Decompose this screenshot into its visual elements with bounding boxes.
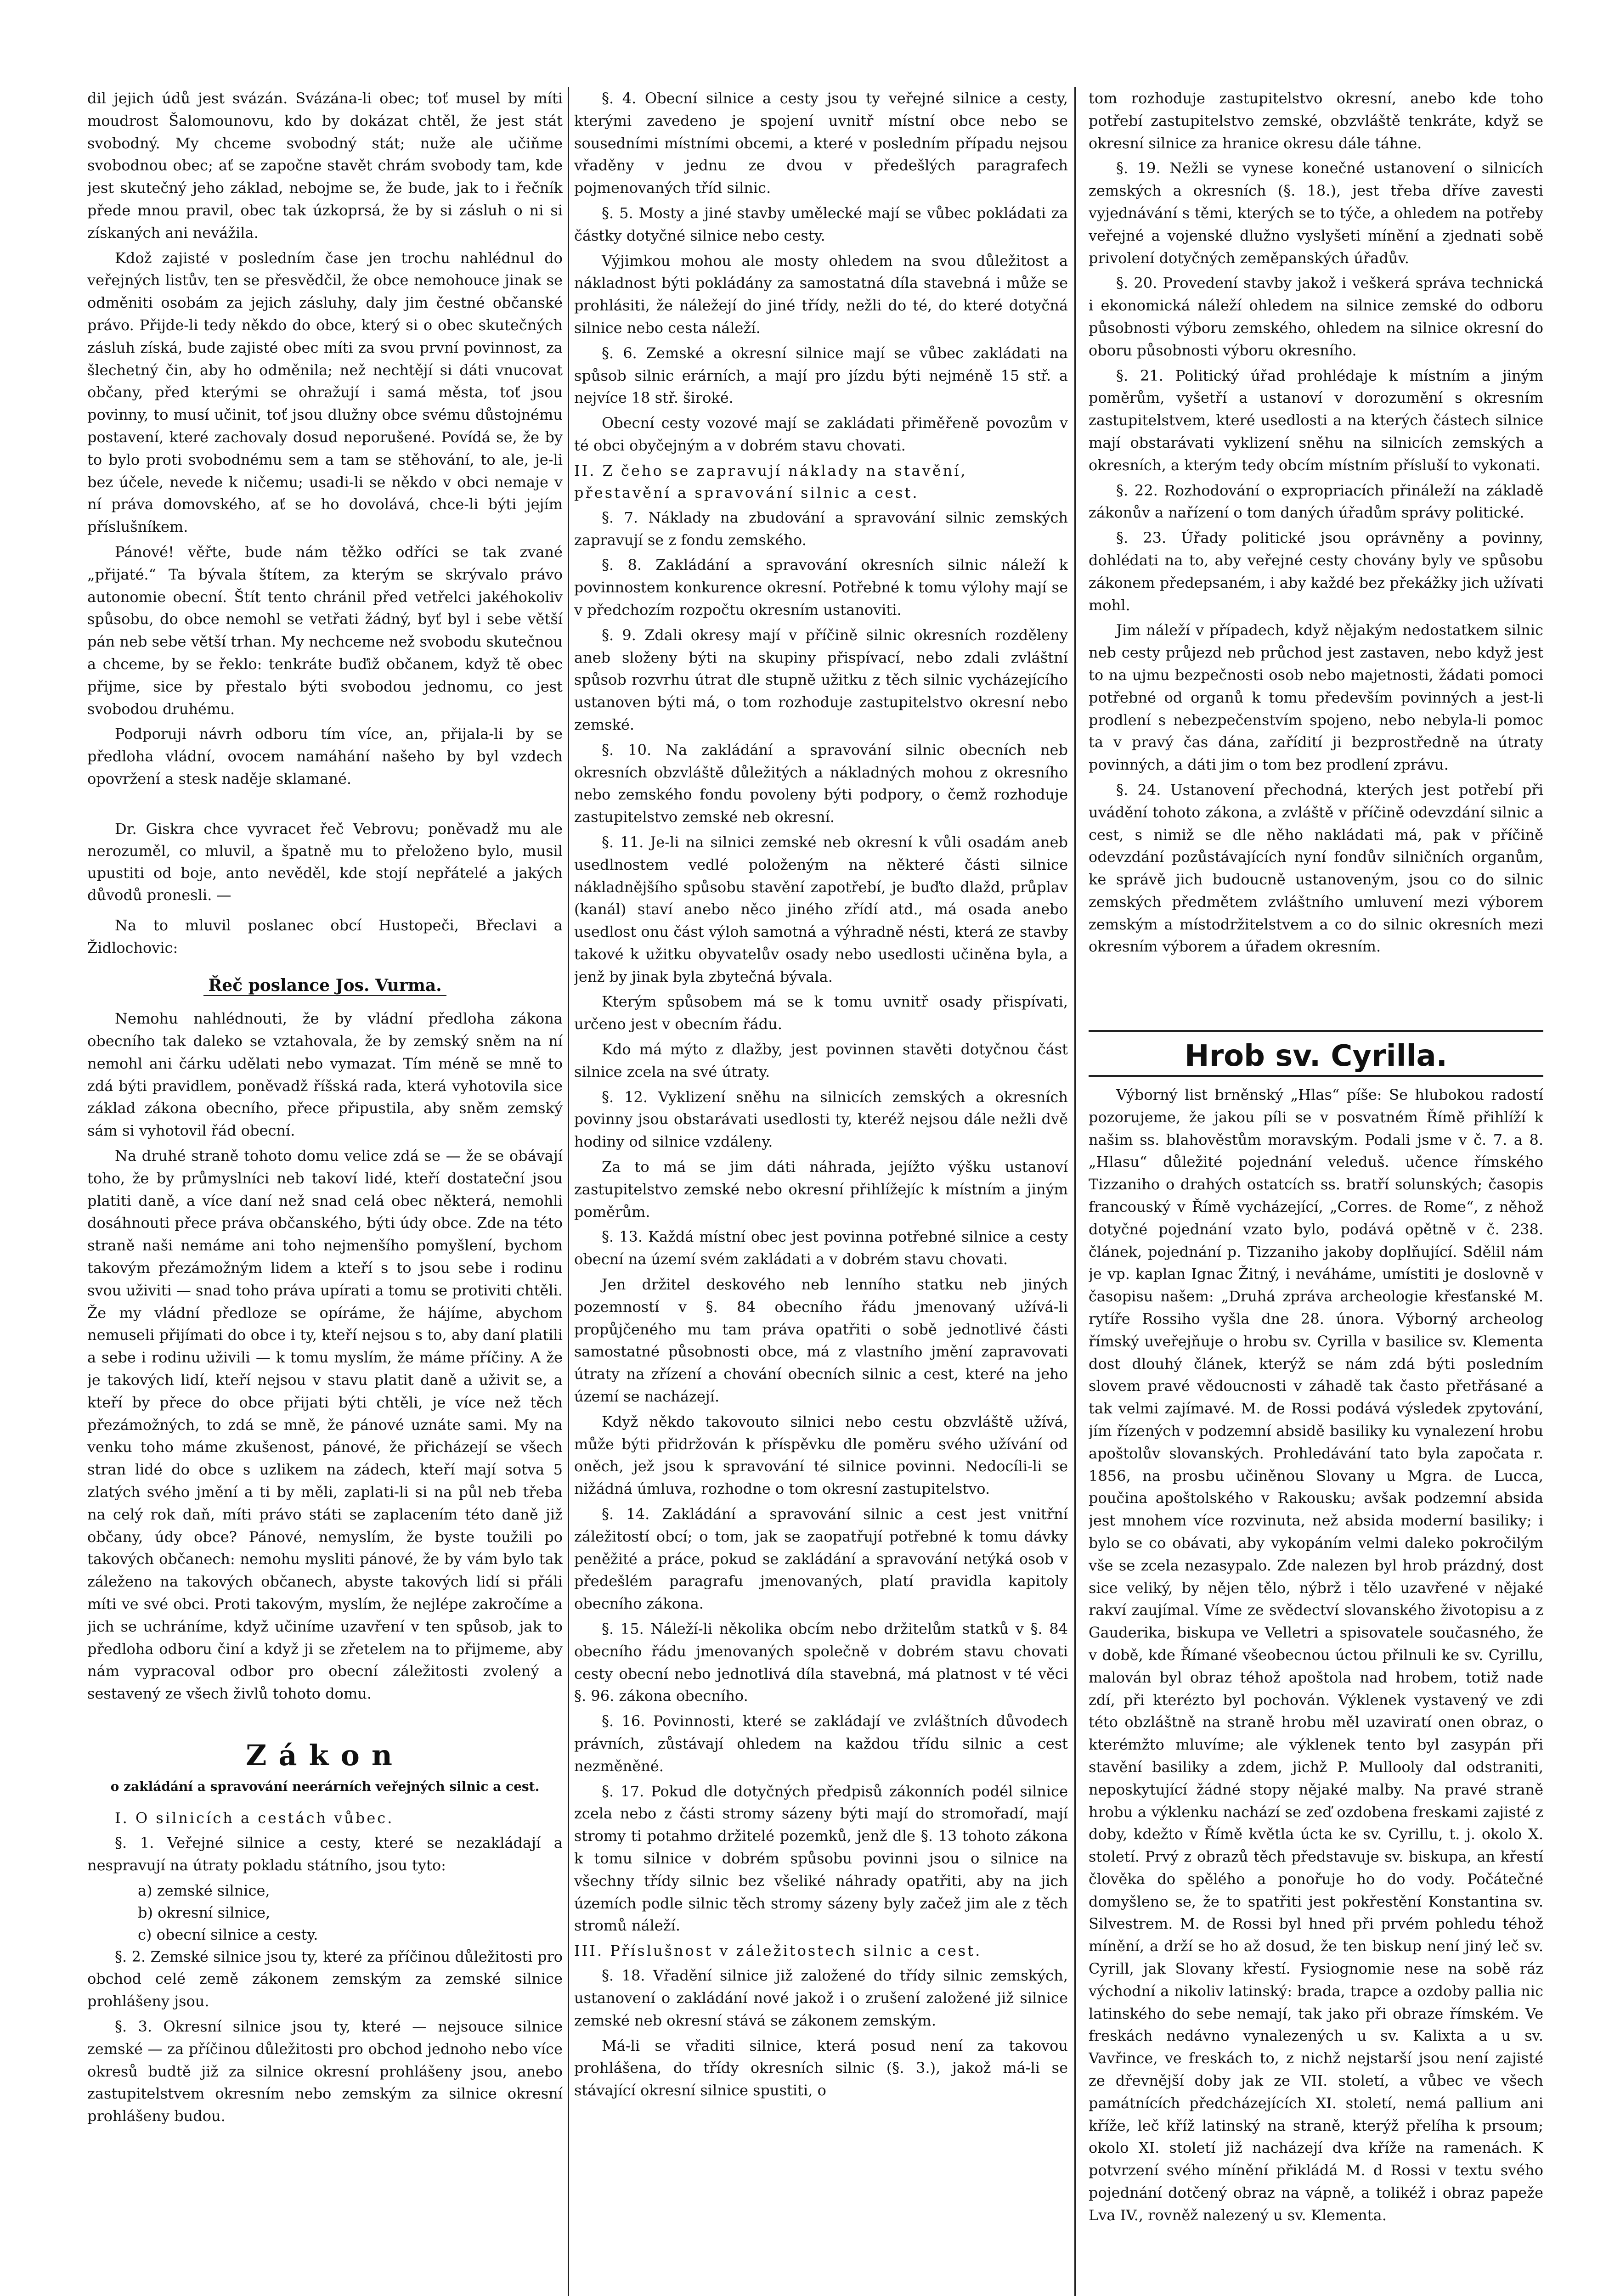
column-rule [568, 87, 569, 2296]
law-title: Zákon [246, 1739, 404, 1772]
section-heading: III. Příslušnost v záležitostech silnic a cest. [574, 1942, 982, 1960]
paragraph: §. 21. Politický úřad prohlédaje k místním a jiným poměrům, vyšetří a ustanoví v dorozumění s okresním zastupitelstvem, které usedlosti a na kterých částech silnice mají obstarávati vyklizení sněhu na silnicích zemských a okresních, a kterým tedy obcím místním přísluší to vykonati. [1089, 366, 1543, 474]
paragraph: §. 15. Náleží-li několika obcím nebo držitelům statků v §. 84 obecního řádu jmenovaných společně v dobrém stavu chovati cesty obecní nebo jednotlivá díla stavebná, má platnost v té věci §. 96. zákona obecního. [574, 1620, 1068, 1705]
paragraph: Jen držitel deskového neb lenního statku neb jiných pozemností v §. 84 obecního řádu jmenovaný užívá-li propůjčeného mu tam práva opatřiti o sobě jednotlivé části samostatné působnosti obce, má z vlastního jmění zapravovati útraty na zřízení a chování obecních silnic a cest, které na jeho území se nacházejí. [574, 1276, 1068, 1406]
paragraph: Na to mluvil poslanec obcí Hustopeči, Břeclavi a Židlochovic: [87, 916, 563, 957]
paragraph: §. 10. Na zakládání a spravování silnic obecních neb okresních obzvláště důležitých a nákladných mohou z okresního nebo zemského fondu povoleny býti podpory, o čemž rozhoduje zastupitelstvo zemské neb okresní. [574, 741, 1068, 826]
paragraph: Jim náleží v případech, když nějakým nedostatkem silnic neb cesty průjezd neb průchod jest zastaven, nebo když jest to na ujmu bezpečnosti osob nebo majetnosti, žádati pomoci potřebné od organů k tomu především povinných a jest-li prodlení s nebezpečenstvím spojeno, nebo nebyla-li pomoc ta v pravý čas dána, zařídití ji bezprostředně na útraty povinných, a dáti jim o tom bez prodlení zprávu. [1089, 621, 1543, 774]
paragraph: §. 7. Náklady na zbudování a spravování silnic zemských zapravují se z fondu zemského. [574, 508, 1068, 549]
paragraph: tom rozhoduje zastupitelstvo okresní, anebo kde toho potřebí zastupitelstvo zemské, obzvláště tenkráte, když se okresní silnice za hranice okresu dále táhne. [1089, 90, 1543, 152]
paragraph: Za to má se jim dáti náhrada, jejížto výšku ustanoví zastupitelstvo zemské nebo okresní přihlížejíc k místním a jiným poměrům. [574, 1158, 1068, 1221]
article-title: Hrob sv. Cyrilla. [1185, 1039, 1447, 1073]
column-3-lower [1089, 1084, 1543, 2296]
paragraph: Na druhé straně tohoto domu velice zdá se — že se obávají toho, že by průmyslníci neb takoví lidé, kteří dostateční jsou platiti daně, a více daní než snad celá obec některá, nemohli dosáhnouti přece práva občanského, býti údy obce. Zde na této straně naši nemáme ani toho nejmenšího pomyšlení, bychom takovým přezámožným lidem a kteří s to jsou sebe i rodinu svou uživiti — snad toho práva upírati a tomu se protiviti chtěli. Že my vládní předloze se opíráme, že hájíme, abychom nemuseli přijímati do obce i ty, kteří nejsou s to, aby daní platili a sebe i rodinu uživili — k tomu myslím, že máme příčiny. A že je takových lidí, kteří nejsou v stavu platit daně a uživit se, a kteří by přece do obce přijati býti chtěli, je více než těch přezámožných, to zdá se mně, že pánové uznáte sami. My na venku toho máme zkušenost, pánové, že přicházejí se všech stran lidé do obce s uzlikem na zádech, kteří mají sotva 5 zlatých svého jmění a ti by měli, zaplati-li si na půl neb třeba na celý rok daň, míti právo státi se zaplacením této daně již občany, údy obce? Pánové, nemyslím, že byste toužili po takových občanech: nemohu mysliti pánové, že by vám bylo tak záleženo na takových občanech, abyste takových lidí si přáli míti ve své obci. Proti takovým, myslím, že nejlépe zakročíme a jich se uchráníme, když učiníme uzavření v ten spůsob, jak to předloha odboru činí a když ji se zřetelem na to přijmeme, aby nám vypracoval odbor pro obecní záležitosti zvolený a sestavený ze všech živlů tohoto domu. [87, 1147, 563, 1703]
list-item: a) zemské silnice, [138, 1881, 270, 1899]
paragraph: Obecní cesty vozové mají se zakládati přiměřeně povozům v té obci obyčejným a v dobrém stavu chovati. [574, 414, 1068, 454]
paragraph: Nemohu nahlédnouti, že by vládní předloha zákona obecního tak daleko se vztahovala, že by zemský sněm na ní nemohl ani čárku udělati nebo vymazat. Tím méně se mně to zdá býti pravidlem, poněvadž říšská rada, která vyhotovila sice základ zákona obecního, přece připustila, aby sněm zemský sám si vyhotovil řád obecní. [87, 1010, 563, 1140]
column-rule [1074, 87, 1076, 2296]
paragraph: Výjimkou mohou ale mosty ohledem na svou důležitost a nákladnost býti pokládány za samostatná díla stavebná i může se prohlásiti, že náležejí do jiné třídy, nežli do té, do které dotyčná silnice nebo cesta náleží. [574, 252, 1068, 337]
paragraph: §. 22. Rozhodování o expropriacích přináleží na základě zákonův a nařízení o tom daných úřadům správy politické. [1089, 481, 1543, 522]
paragraph: §. 9. Zdali okresy mají v příčině silnic okresních rozděleny aneb složeny býti na skupiny přispívací, nebo zdali zvláštní spůsob rozvrhu útrat dle stupně užitku z těch silnic vycházejícího ustanoven býti má, o tom rozhoduje zastupitelstvo okresní nebo zemské. [574, 626, 1068, 733]
paragraph: §. 13. Každá místní obec jest povinna potřebné silnice a cesty obecní na území svém zakládati a v dobrém stavu chovati. [574, 1228, 1068, 1268]
section-divider [1089, 1075, 1543, 1077]
paragraph: dil jejich údů jest svázán. Svázána-li obec; toť musel by míti moudrost Šalomounovu, kdo by dokázat chtěl, že jest stát svobodný. My chceme svobodný stát; nuže ale učiňme svobodnou obec; ať se započne stavět chrám svobody tam, kde jest skutečný jeho základ, nebojme se, že bude, jak to i řečník přede mnou pravil, obec tak úzkoprsá, že by si zásluh o ni si získaných ani nevážila. [87, 90, 563, 242]
paragraph: Podporuji návrh odboru tím více, an, přijala-li by se předloha vládní, ovocem namáhání našeho by byl vzdech opovržení a stesk naděje sklamané. [87, 725, 563, 788]
paragraph: Kterým spůsobem má se k tomu uvnitř osady přispívati, určeno jest v obecním řádu. [574, 993, 1068, 1033]
list-item: b) okresní silnice, [138, 1903, 271, 1921]
paragraph: Pánové! věřte, bude nám těžko odříci se tak zvané „přijaté.“ Ta bývala štítem, za kterým se skrývalo právo autonomie obecní. Štít tento chránil před vetřelci jakéhokoliv spůsobu, do obce nemohl se vetřati žádný, byť byl i sebe větší pán neb sebe větší trhan. My nechceme než svobodu skutečnou a chceme, by se řeklo: tenkráte buďiž občanem, když tě obec přijme, sice by přestalo býti svobodou jednomu, co jest svobodou druhému. [87, 543, 563, 718]
paragraph: §. 6. Zemské a okresní silnice mají se vůbec zakládati na spůsob silnic erárních, a mají pro jízdu býti nejméně 15 stř. a nejvíce 18 stř. široké. [574, 344, 1068, 407]
column-1 [87, 87, 563, 2296]
paragraph: §. 1. Veřejné silnice a cesty, které se nezakládají a nespravují na útraty pokladu státního, jsou tyto: [87, 1834, 563, 1874]
paragraph: §. 18. Vřadění silnice již založené do třídy silnic zemských, ustanovení o zakládání nové jakož i o zrušení založené již silnice zemské neb okresní stává se zákonem zemským. [574, 1967, 1068, 2029]
paragraph: §. 23. Úřady politické jsou oprávněny a povinny, dohlédati na to, aby veřejné cesty chovány byly ve spůsobu zákonem předepsaném, i aby každé bez překážky jich užívati mohl. [1089, 529, 1543, 614]
paragraph: §. 24. Ustanovení přechodná, kterých jest potřebí při uvádění tohoto zákona, a zvláště v příčině odevzdání silnic a cest, s nimiž se dle něho nakládati má, pak v příčině odevzdání pozůstávajících nyní fondův silničních organům, ke správě jich budoucně ustanoveným, jsou co do silnic zemských předmětem zvláštního umluvení mezi výborem zemským a místodržitelstvem a co do silnic okresních mezi okresním výborem a úřadem okresním. [1089, 781, 1543, 956]
section-divider [1089, 1030, 1543, 1032]
list-item: c) obecní silnice a cesty. [138, 1925, 318, 1943]
paragraph: §. 4. Obecní silnice a cesty jsou ty veřejné silnice a cesty, kterými zavedeno je spojení uvnitř místní obce nebo se sousedními místními obcemi, a které v posledním případu nejsou vřaděny v jednu ze dvou v předešlých paragrafech pojmenovaných tříd silnic. [574, 90, 1068, 197]
column-2 [574, 87, 1068, 2296]
paragraph: §. 2. Zemské silnice jsou ty, které za příčinou důležitosti pro obchod celé země zákonem zemským za zemské silnice prohlášeny jsou. [87, 1947, 563, 2010]
paragraph: §. 8. Zakládání a spravování okresních silnic náleží k povinnostem konkurence okresní. Potřebné k tomu výlohy mají se v předchozím rozpočtu okresním ustanoviti. [574, 556, 1068, 619]
paragraph: §. 19. Nežli se vynese konečné ustanovení o silnicích zemských a okresních (§. 18.), jest třeba dříve zavesti vyjednávání s těmi, kterých se to týče, a ohledem na potřeby veřejné a vojenské dlužno vyslyšeti mínění a zjednati sobě privolení dotyčných zeměpanských úřadův. [1089, 159, 1543, 267]
paragraph: Dr. Giskra chce vyvracet řeč Vebrovu; poněvadž mu ale nerozuměl, co mluvil, a špatně mu to přeloženo bylo, musil upustiti od boje, anto nevěděl, kde stojí nepřátelé a jakých důvodů pronesli. — [87, 820, 563, 904]
paragraph: Má-li se vřaditi silnice, která posud není za takovou prohlášena, do třídy okresních silnic (§. 3.), jakož má-li se stávající okresní silnice spustiti, o [574, 2037, 1068, 2099]
paragraph: Když někdo takovouto silnici nebo cestu obzvláště užívá, může býti přidržován k příspěvku dle poměru svého užívání od oněch, jež jsou k spravování té silnice povinni. Nedocíli-li se nižádná úmluva, rozhodne o tom okresní zastupitelstvo. [574, 1412, 1068, 1498]
paragraph: §. 12. Vyklizení sněhu na silnicích zemských a okresních povinny jsou obstarávati usedlosti ty, kteréž nejsou dále nežli dvě hodiny od silnice vzdáleny. [574, 1088, 1068, 1151]
paragraph: §. 16. Povinnosti, které se zakládají ve zvláštních důvodech právních, zůstávají ohledem na každou třídu silnic a cest nezměněné. [574, 1712, 1068, 1775]
paragraph: §. 20. Provedení stavby jakož i veškerá správa technická i ekonomická náleží ohledem na silnice zemské do odboru působnosti výboru zemského, ohledem na silnice okresní do oboru působnosti výboru okresního. [1089, 274, 1543, 359]
section-heading: I. O silnicích a cestách vůbec. [115, 1809, 394, 1827]
paragraph: §. 5. Mosty a jiné stavby umělecké mají se vůbec pokládati za částky dotyčné silnice nebo cesty. [574, 204, 1068, 244]
paragraph: Kdo má mýto z dlažby, jest povinnen stavěti dotyčnou část silnice zcela na své útraty. [574, 1041, 1068, 1080]
paragraph: §. 3. Okresní silnice jsou ty, které — nejsouce silnice zemské — za příčinou důležitosti pro obchod jednoho nebo více okresů budtě již za silnice okresní prohlášeny jsou, anebo zastupitelstvem okresním nebo zemským za silnice okresní prohlášeny budou. [87, 2017, 563, 2125]
section-heading: II. Z čeho se zapravují náklady na stavění, přestavění a spravování silnic a cest. [574, 461, 967, 501]
paragraph: §. 11. Je-li na silnici zemské neb okresní k vůli osadám aneb usedlnostem vedlé položeným na některé části silnice nákladnějšího spůsobu stavění zapotřebí, je buďto dlažd, průplav (kanál) staví anebo něco jiného zřídí atd., má osada anebo usedlost onu část výloh samotná a výhradně nésti, která ze stavby takové k užitku obyvatelův osady nebo usedlosti učiněna byla, a jenž by jinak byla zbytečná bývala. [574, 833, 1068, 985]
paragraph: Kdož zajisté v posledním čase jen trochu nahlédnul do veřejných listův, ten se přesvědčil, že obce nemohouce jinak se odměniti osobám za jejich zásluhy, daly jim čestné občanské právo. Přijde-li tedy někdo do obce, který si o obec skutečných zásluh získá, bude zajisté obec míti za svou první povinnost, za šlechetný čin, aby ho odměnila; než nechtějí si dáti vnucovat občany, před kterými se ohražují i samá města, toť jsou povinny, to musí učinit, toť jsou dlužny obce svému důstojnému postavení, které zachovaly dosud neporušené. Povídá se, že by to bylo proti svobodnému sem a tam se stěhování, to ale, je-li bez účele, nevede k ničemu; usadi-li se někdo v obci nemaje v ní práva domovského, ať se ho dovolává, chce-li býti jejím příslušníkem. [87, 249, 563, 536]
law-subtitle: o zakládání a spravování neerárních veřejných silnic a cest. [110, 1779, 540, 1794]
paragraph: §. 14. Zakládání a spravování silnic a cest jest vnitřní záležitostí obcí; o tom, jak se zaopatřují potřebné k tomu dávky peněžité a práce, pokud se zakládání a spravování netýká osob v předešlém paragrafu jmenovaných, platí pravidla kapitoly obecního zákona. [574, 1505, 1068, 1613]
column-3-upper [1089, 87, 1543, 1024]
speech-heading: Řeč poslance Jos. Vurma. [87, 973, 563, 998]
paragraph: §. 17. Pokud dle dotyčných předpisů zákonních podél silnice zcela nebo z části stromy sázeny býti mají do stromořadí, mají stromy ti potahmo držitelé pozemků, jenž dle §. 13 tohoto zákona k tomu silnice v dobrém spůsobu povinni jsou o silnice na všechny třídy silnic bez všeliké náhrady opatřiti, aby na jich územích podle silnic těch stromy sázeny byly začež jim ale z těch stromů náleží. [574, 1782, 1068, 1935]
paragraph: Výborný list brněnský „Hlas“ píše: Se hlubokou radostí pozorujeme, že jakou píli se v posvatném Římě přihlíží k našim ss. blahověstům moravským. Podali jsme v č. 7. a 8. „Hlasu“ důležité pojednání veleduš. učence římského Tizzaniho o drahých ostatcích ss. bratří solunských; časopis francouský v Římě vycházející, „Corres. de Rome“, z něhož dotyčné pojednání vzato bylo, podává opětně v č. 238. článek, pojednání p. Tizzaniho jakoby doplňující. Sdělil nám je vp. kaplan Ignac Žitný, i neváháme, umístiti je doslovně v časopisu našem: „Druhá zpráva archeologie křesťanské M. rytíře Rossiho vyšla dne 28. února. Výborný archeolog římský uveřejňuje o hrobu sv. Cyrilla v basilice sv. Klementa dost dlouhý článek, kterýž se nám zdá býti posledním slovem pravé vědoucnosti v záhadě tak často přetřásané a tak velmi zajímavé. M. de Rossi podává výsledek zpytování, jím řízených v podzemní absidě basiliky ku vynalezení hrobu apoštolův slovanských. Prohledávání tato byla započata r. 1856, na prosbu učiněnou Slovany u Mgra. de Lucca, poučina apoštolského v Rakousku; avšak podzemní absida jest mnohem více rozvinuta, než absida moderní basiliky; i bylo se co obávati, aby vykopáním velmi daleko pokročilým vše se zcela nezasypalo. Zde nalezen byl hrob prázdný, dost sice veliký, by nějen tělo, nýbrž i tělo uzavřené v nějaké rakví zaujímal. Víme ze svědectví slovanského životopisu a z Gauderika, biskupa ve Velletri a spisovatele současného, že v době, kde Římané všeobecnou úctou přilnuli ke sv. Cyrillu, malován byl obraz téhož apoštola nad hrobem, totiž nade zdí, při kterézto byl pochován. Výklenek vystavený ve zdi této obzláštně na straně hrobu měl uzaviratí onen obraz, o kterémžto mluvíme; ale výklenek tento byl zasypán při stavění basiliky a zdem, jichž P. Mullooly dal odstraniti, neposkytující žádné stopy nějaké malby. Na pravé straně hrobu a výklenku nachází se zeď ozdobena freskami zajisté z doby, kdežto v Římě květla úcta ke sv. Cyrillu, t. j. okolo X. století. Prvý z obrazů těch představuje sv. biskupa, an křestí člověka do spělého a ponořuje ho do vody. Počátečné domyšleno se, že to spatřiti jest pokřestění Konstantina sv. Silvestrem. M. de Rossi byl hned při prvém pohledu téhož mínění, a drží se ho až dosud, že ten biskup není jiný leč sv. Cyrill, jak Slovany křestí. Fysiognomie nese na sobě ráz východní a nikoliv latinský: brada, trapce a ozdoby pallia nic latinského do sebe nemají, tak jako při obraze římském. Ve freskách nedávno vynalezených u sv. Kalixta a u sv. Vavřince, ve freskách to, z nichž nejstarší jsou není zajisté ze dřevnější doby jak ze VII. století, a vůbec ve všech památnících předcházejících XI. století, nemá pallium ani kříže, leč kříž latinský na straně, kterýž přelíha k prsoum; okolo XI. století již nacházejí dva kříže na ramenách. K potvrzení svého mínění přikládá M. d Rossi v textu svého pojednání dotčený obraz na vápně, a tolikéž i obraz papeže Lva IV., rovněž nalezený u sv. Klementa. [1089, 1086, 1543, 2224]
